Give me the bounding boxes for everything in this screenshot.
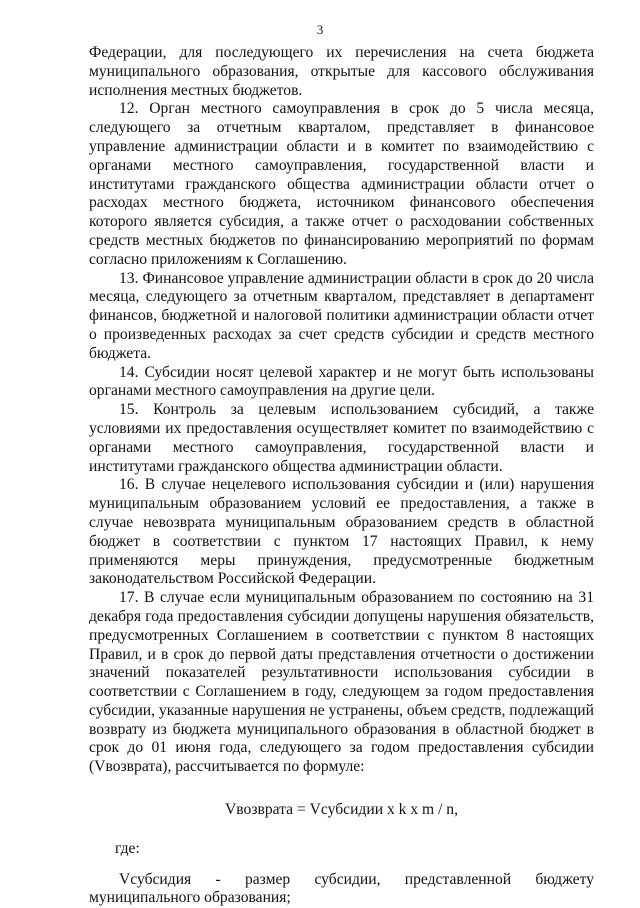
paragraph-16: 16. В случае нецелевого использования субсидии и (или) нарушения муниципальным образованием условий ее предоставления, а также в случае невозврата муниципальным образованием средств в областной бюджет в соответствии с пунктом 17 настоящих Правил, к нему применяются меры принуждения, предусмотренные бюджетным законодательством Российской Федерации. (89, 476, 594, 588)
document-body (89, 44, 594, 908)
paragraph-12: 12. Орган местного самоуправления в срок до 5 числа месяца, следующего за отчетным кварталом, представляет в финансовое управление администрации области и в комитет по взаимодействию с органами местного самоуправления, государственной власти и институтами гражданского общества администрации области отчет о расходах местного бюджета, источником финансового обеспечения которого является субсидия, а также отчет о расходовании собственных средств местных бюджетов по финансированию мероприятий по формам согласно приложениям к Соглашению. (89, 100, 594, 268)
paragraph-17: 17. В случае если муниципальным образованием по состоянию на 31 декабря года предоставления субсидии допущены нарушения обязательств, предусмотренных Соглашением в соответствии с пунктом 8 настоящих Правил, и в срок до первой даты представления отчетности о достижении значений показателей результативности использования субсидии в соответствии с Соглашением в году, следующем за годом предоставления субсидии, указанные нарушения не устранены, объем средств, подлежащий возврату из бюджета муниципального образования в областной бюджет в срок до 01 июня года, следующего за годом предоставления субсидии (Vвозврата), рассчитывается по формуле: (89, 589, 594, 776)
paragraph-15: 15. Контроль за целевым использованием субсидий, а также условиями их предоставления осуществляет комитет по взаимодействию с органами местного самоуправления, государственной власти и институтами гражданского общества администрации области. (89, 401, 594, 475)
page-number: 3 (316, 22, 324, 37)
definition-vsubsidiya: Vсубсидия - размер субсидии, представленной бюджету муниципального образования; (89, 870, 594, 907)
paragraph-continuation: Федерации, для последующего их перечисления на счета бюджета муниципального образования, открытые для кассового обслуживания исполнения местных бюджетов. (89, 44, 594, 99)
paragraph-13: 13. Финансовое управление администрации области в срок до 20 числа месяца, следующего за отчетным кварталом, представляет в департамент финансов, бюджетной и налоговой политики администрации области отчет о произведенных расходах за счет средств субсидии и средств местного бюджета. (89, 269, 594, 362)
where-label: где: (115, 839, 140, 857)
formula: Vвозврата = Vсубсидии x k x m / n, (225, 801, 458, 819)
paragraph-14: 14. Субсидии носят целевой характер и не могут быть использованы органами местного самоуправления на другие цели. (89, 363, 594, 400)
